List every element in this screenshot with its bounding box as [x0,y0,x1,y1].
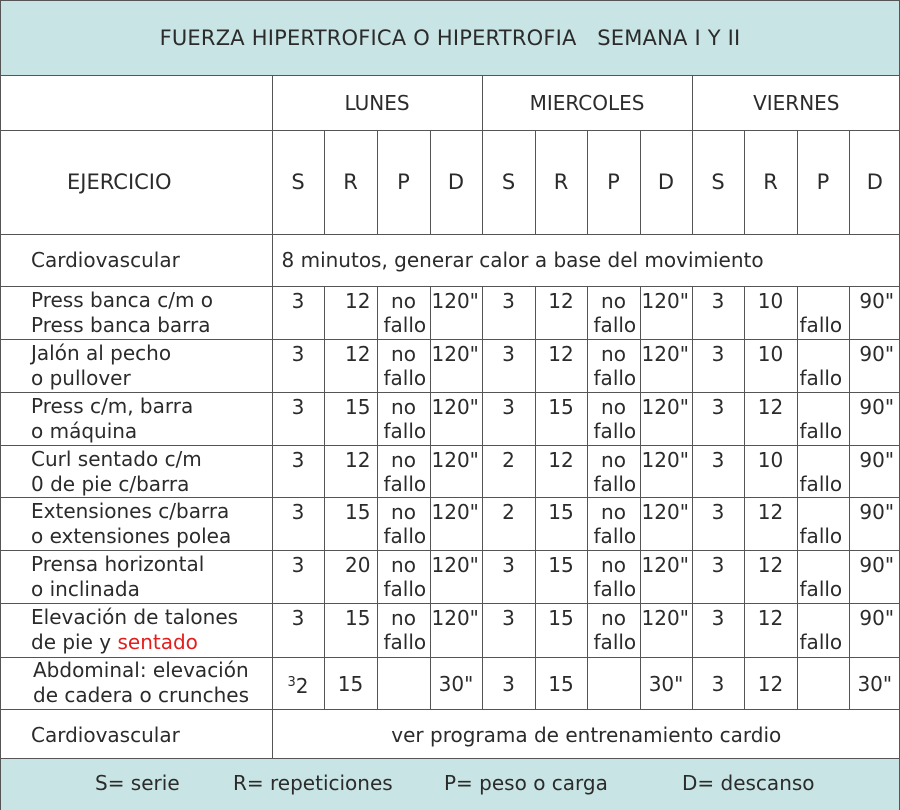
days-header-row [1,76,900,130]
exercise-row [1,339,900,392]
workout-table [1,76,900,761]
viernes-r: 10 [744,339,797,392]
lunes-p: no fallo [377,497,430,550]
viernes-d: 30" [849,657,900,709]
lunes-r: 12 [324,339,377,392]
exercise-name: Elevación de talones de pie y sentado [1,603,272,657]
viernes-s: 3 [692,445,744,497]
legend-descanso: D= descanso [682,771,815,795]
cardio-note: ver programa de entrenamiento cardio [272,709,900,760]
viernes-s: 3 [692,603,744,657]
col-p: P [797,130,849,234]
viernes-p: fallo [797,392,849,445]
exercise-header: EJERCICIO [1,130,272,234]
col-r: R [324,130,377,234]
cardio-row [1,709,900,760]
miercoles-p: no fallo [587,286,640,339]
viernes-s: 3 [692,497,744,550]
miercoles-p: no fallo [587,550,640,603]
exercise-row [1,445,900,497]
exercise-name: Press c/m, barra o máquina [1,392,272,445]
lunes-r: 15 [324,497,377,550]
viernes-p: fallo [797,603,849,657]
lunes-p: no fallo [377,286,430,339]
day-lunes: LUNES [272,76,482,130]
col-d: D [849,130,900,234]
miercoles-d: 120" [640,445,692,497]
lunes-d: 120" [430,497,482,550]
viernes-r: 12 [744,657,797,709]
miercoles-r: 15 [535,603,587,657]
exercise-name: Prensa horizontal o inclinada [1,550,272,603]
legend-peso: P= peso o carga [444,771,608,795]
miercoles-r: 15 [535,392,587,445]
exercise-name: Curl sentado c/m 0 de pie c/barra [1,445,272,497]
lunes-r: 12 [324,286,377,339]
lunes-p: no fallo [377,339,430,392]
viernes-d: 90" [849,286,900,339]
miercoles-r: 15 [535,550,587,603]
lunes-d: 120" [430,550,482,603]
exercise-name: Press banca c/m o Press banca barra [1,286,272,339]
viernes-p [797,657,849,709]
miercoles-p: no fallo [587,392,640,445]
lunes-d: 120" [430,339,482,392]
lunes-p: no fallo [377,392,430,445]
cardio-name: Cardiovascular [1,709,272,760]
lunes-r: 15 [324,392,377,445]
day-miercoles: MIERCOLES [482,76,692,130]
miercoles-s: 3 [482,286,535,339]
viernes-d: 90" [849,392,900,445]
viernes-p: fallo [797,550,849,603]
legend-bar [1,758,899,810]
col-d: D [430,130,482,234]
miercoles-s: 2 [482,497,535,550]
col-p: P [377,130,430,234]
lunes-s: 3 [272,603,324,657]
miercoles-r: 15 [535,657,587,709]
lunes-s: 3 [272,392,324,445]
viernes-p: fallo [797,497,849,550]
exercise-name: Jalón al pecho o pullover [1,339,272,392]
viernes-r: 10 [744,286,797,339]
exercise-row [1,286,900,339]
miercoles-d: 120" [640,392,692,445]
cardio-note: 8 minutos, generar calor a base del movimiento [272,234,900,286]
col-r: R [535,130,587,234]
miercoles-r: 12 [535,339,587,392]
miercoles-d: 120" [640,603,692,657]
col-d: D [640,130,692,234]
miercoles-r: 15 [535,497,587,550]
exercise-row [1,603,900,657]
lunes-p [377,657,430,709]
col-p: P [587,130,640,234]
viernes-d: 90" [849,550,900,603]
lunes-d: 120" [430,286,482,339]
viernes-d: 90" [849,497,900,550]
miercoles-p: no fallo [587,603,640,657]
miercoles-p [587,657,640,709]
lunes-s: 3 [272,286,324,339]
lunes-s: 3 [272,339,324,392]
miercoles-r: 12 [535,286,587,339]
miercoles-d: 120" [640,550,692,603]
viernes-p: fallo [797,339,849,392]
col-s: S [482,130,535,234]
exercise-row [1,392,900,445]
miercoles-r: 12 [535,445,587,497]
cardio-name: Cardiovascular [1,234,272,286]
col-s: S [692,130,744,234]
viernes-r: 12 [744,497,797,550]
lunes-s: $^3$2 [272,657,324,709]
miercoles-s: 3 [482,657,535,709]
miercoles-p: no fallo [587,339,640,392]
legend-serie: S= serie [95,771,180,795]
cardio-row [1,234,900,286]
exercise-name: Abdominal: elevación de cadera o crunches [1,657,272,709]
abdominal-row [1,657,900,709]
viernes-s: 3 [692,339,744,392]
lunes-s: 3 [272,445,324,497]
lunes-r: 12 [324,445,377,497]
viernes-s: 3 [692,550,744,603]
viernes-p: fallo [797,445,849,497]
highlight-word: sentado [117,629,198,654]
viernes-s: 3 [692,286,744,339]
lunes-d: 120" [430,603,482,657]
exercise-row [1,550,900,603]
lunes-p: no fallo [377,603,430,657]
corner-cell [1,76,272,130]
legend-repeticiones: R= repeticiones [233,771,393,795]
lunes-r: 15 [324,657,377,709]
viernes-r: 12 [744,603,797,657]
viernes-d: 90" [849,445,900,497]
miercoles-d: 30" [640,657,692,709]
lunes-p: no fallo [377,445,430,497]
miercoles-d: 120" [640,286,692,339]
viernes-d: 90" [849,603,900,657]
miercoles-s: 3 [482,550,535,603]
viernes-s: 3 [692,392,744,445]
miercoles-s: 3 [482,603,535,657]
viernes-r: 12 [744,550,797,603]
viernes-d: 90" [849,339,900,392]
lunes-s: 3 [272,497,324,550]
lunes-d: 120" [430,445,482,497]
lunes-d: 30" [430,657,482,709]
viernes-p: fallo [797,286,849,339]
miercoles-s: 3 [482,339,535,392]
viernes-r: 12 [744,392,797,445]
miercoles-s: 3 [482,392,535,445]
miercoles-p: no fallo [587,445,640,497]
day-viernes: VIERNES [692,76,900,130]
viernes-s: 3 [692,657,744,709]
exercise-name: Extensiones c/barra o extensiones polea [1,497,272,550]
col-r: R [744,130,797,234]
viernes-r: 10 [744,445,797,497]
miercoles-d: 120" [640,497,692,550]
lunes-d: 120" [430,392,482,445]
columns-header-row [1,130,900,234]
lunes-p: no fallo [377,550,430,603]
lunes-r: 15 [324,603,377,657]
col-s: S [272,130,324,234]
sheet-title: FUERZA HIPERTROFICA O HIPERTROFIA SEMANA I Y II [1,1,899,76]
miercoles-p: no fallo [587,497,640,550]
miercoles-d: 120" [640,339,692,392]
exercise-row [1,497,900,550]
lunes-s: 3 [272,550,324,603]
miercoles-s: 2 [482,445,535,497]
lunes-r: 20 [324,550,377,603]
